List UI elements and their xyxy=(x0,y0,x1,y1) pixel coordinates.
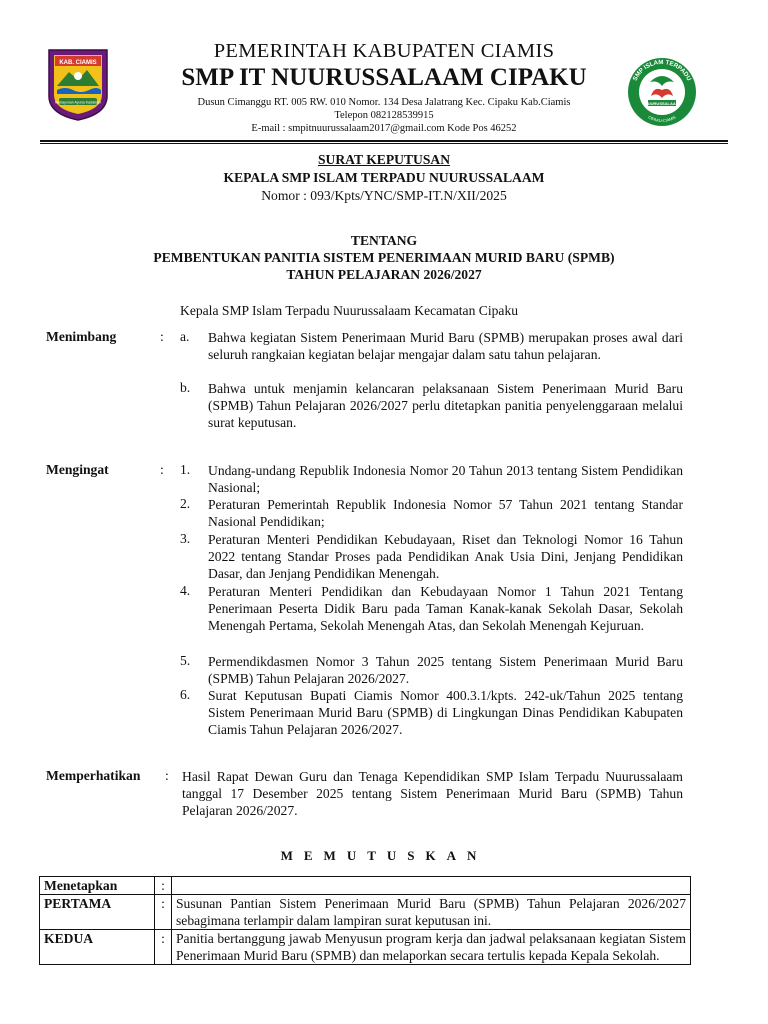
menimbang-item: Bahwa untuk menjamin kelancaran pelaksanaan Sistem Penerimaan Murid Baru (SPMB) Tahun Pelajaran 2026/2027 perlu ditetapkan panitia penyelenggaraan melalui surat keputusan. xyxy=(208,381,683,430)
mengingat-colon: : xyxy=(160,462,164,477)
decision-table xyxy=(39,876,691,965)
mengingat-item: Surat Keputusan Bupati Ciamis Nomor 400.3.1/kpts. 242-uk/Tahun 2025 tentang Sistem Penerimaan Murid Baru (SPMB) di Lingkungan Dinas Pendidikan Kabupaten Ciamis Tahun Pelajaran 2026/2027. xyxy=(208,688,683,737)
memutuskan-heading: MEMUTUSKAN xyxy=(280,848,488,863)
menimbang-label: Menimbang xyxy=(46,329,117,344)
mengingat-item: Peraturan Menteri Pendidikan Kebudayaan, Riset dan Teknologi Nomor 16 Tahun 2022 tentang Standar Proses pada Pendidikan Anak Usia Dini, Jenjang Pendidikan Dasar, dan Jenjang Pendidikan Menengah. xyxy=(208,532,683,581)
mengingat-item: Peraturan Menteri Pendidikan dan Kebudayaan Nomor 1 Tahun 2021 Tentang Penerimaan Peserta Didik Baru pada Taman Kanak-kanak Sekolah Dasar, Sekolah Menengah Pertama, Sekolah Menengah Atas, dan Sekolah Menengah Kejuruan. xyxy=(208,584,683,633)
document-issuer: KEPALA SMP ISLAM TERPADU NUURUSSALAAM xyxy=(223,170,545,185)
menimbang-marker: b. xyxy=(180,380,191,395)
logo-right-name: NUURUSSALAAM xyxy=(644,100,680,106)
header-divider-thin xyxy=(40,143,728,144)
school-email: E-mail : smpitnuurussalaam2017@gmail.com Kode Pos 46252 xyxy=(251,123,517,134)
header-divider-thick xyxy=(40,140,728,142)
mengingat-marker: 2. xyxy=(180,496,191,511)
menimbang-colon: : xyxy=(160,329,164,344)
decision-value: Panitia bertanggung jawab Menyusun program kerja dan jadwal pelaksanaan kegiatan Sistem Penerimaan Murid Baru (SPMB) dan melaporkan secara tertulis kepada Kepala Sekolah. xyxy=(172,930,691,965)
school-address: Dusun Cimanggu RT. 005 RW. 010 Nomor. 134 Desa Jalatrang Kec. Cipaku Kab.Ciamis xyxy=(197,97,571,108)
mengingat-item: Undang-undang Republik Indonesia Nomor 20 Tahun 2013 tentang Sistem Pendidikan Nasional; xyxy=(208,463,683,495)
logo-right-arc-text: SMP ISLAM TERPADU xyxy=(631,58,693,83)
school-name: SMP IT NUURUSSALAAM CIPAKU xyxy=(181,64,587,91)
mengingat-marker: 4. xyxy=(180,583,191,598)
government-heading: PEMERINTAH KABUPATEN CIAMIS xyxy=(213,40,555,62)
mengingat-marker: 1. xyxy=(180,462,191,477)
logo-left-caption: KAB. CIAMIS xyxy=(59,60,97,66)
memperhatikan-colon: : xyxy=(165,768,169,783)
memperhatikan-label: Memperhatikan xyxy=(46,768,141,783)
decision-value xyxy=(172,877,691,895)
decision-key: PERTAMA xyxy=(40,895,155,930)
subject-line-1: PEMBENTUKAN PANITIA SISTEM PENERIMAAN MURID BARU (SPMB) xyxy=(153,250,615,265)
mengingat-label: Mengingat xyxy=(46,462,109,477)
decision-colon: : xyxy=(155,895,172,930)
decision-colon: : xyxy=(155,877,172,895)
decision-row xyxy=(40,930,691,965)
decision-value: Susunan Pantian Sistem Penerimaan Murid Baru (SPMB) Tahun Pelajaran 2026/2027 sebagimana terlampir dalam lampiran surat keputusan ini. xyxy=(172,895,691,930)
intro-text: Kepala SMP Islam Terpadu Nuurussalaam Kecamatan Cipaku xyxy=(180,303,519,318)
subject-line-2: TAHUN PELAJARAN 2026/2027 xyxy=(286,267,482,282)
mengingat-marker: 6. xyxy=(180,687,191,702)
menimbang-item: Bahwa kegiatan Sistem Penerimaan Murid Baru (SPMB) merupakan proses awal dari seluruh rangkaian kegiatan belajar mengajar dalam satu tahun pelajaran. xyxy=(208,330,683,362)
decision-row xyxy=(40,895,691,930)
memperhatikan-text: Hasil Rapat Dewan Guru dan Tenaga Kependidikan SMP Islam Terpadu Nuurussalaam tanggal 17 Desember 2025 tentang Sistem Penerimaan Murid Baru (SPMB) Tahun Pelajaran 2026/2027. xyxy=(182,769,683,818)
mengingat-item: Permendikdasmen Nomor 3 Tahun 2025 tentang Sistem Penerimaan Murid Baru (SPMB) Tahun Pelajaran 2026/2027. xyxy=(208,654,683,686)
logo-right-place-text: CIPAKU-CIAMIS xyxy=(647,114,677,124)
subject-heading: TENTANG xyxy=(350,233,418,248)
mengingat-marker: 5. xyxy=(180,653,191,668)
menimbang-marker: a. xyxy=(180,329,190,344)
document-type: SURAT KEPUTUSAN xyxy=(317,152,451,167)
decision-colon: : xyxy=(155,930,172,965)
decision-key: KEDUA xyxy=(40,930,155,965)
decision-row xyxy=(40,877,691,895)
logo-left-motto: Mahayunan Ayuna Kadatuan xyxy=(54,100,102,105)
mengingat-item: Peraturan Pemerintah Republik Indonesia Nomor 57 Tahun 2021 tentang Standar Nasional Pendidikan; xyxy=(208,497,683,529)
document-number: Nomor : 093/Kpts/YNC/SMP-IT.N/XII/2025 xyxy=(261,188,507,203)
school-phone: Telepon 082128539915 xyxy=(334,110,434,121)
mengingat-marker: 3. xyxy=(180,531,191,546)
decision-key: Menetapkan xyxy=(40,877,155,895)
